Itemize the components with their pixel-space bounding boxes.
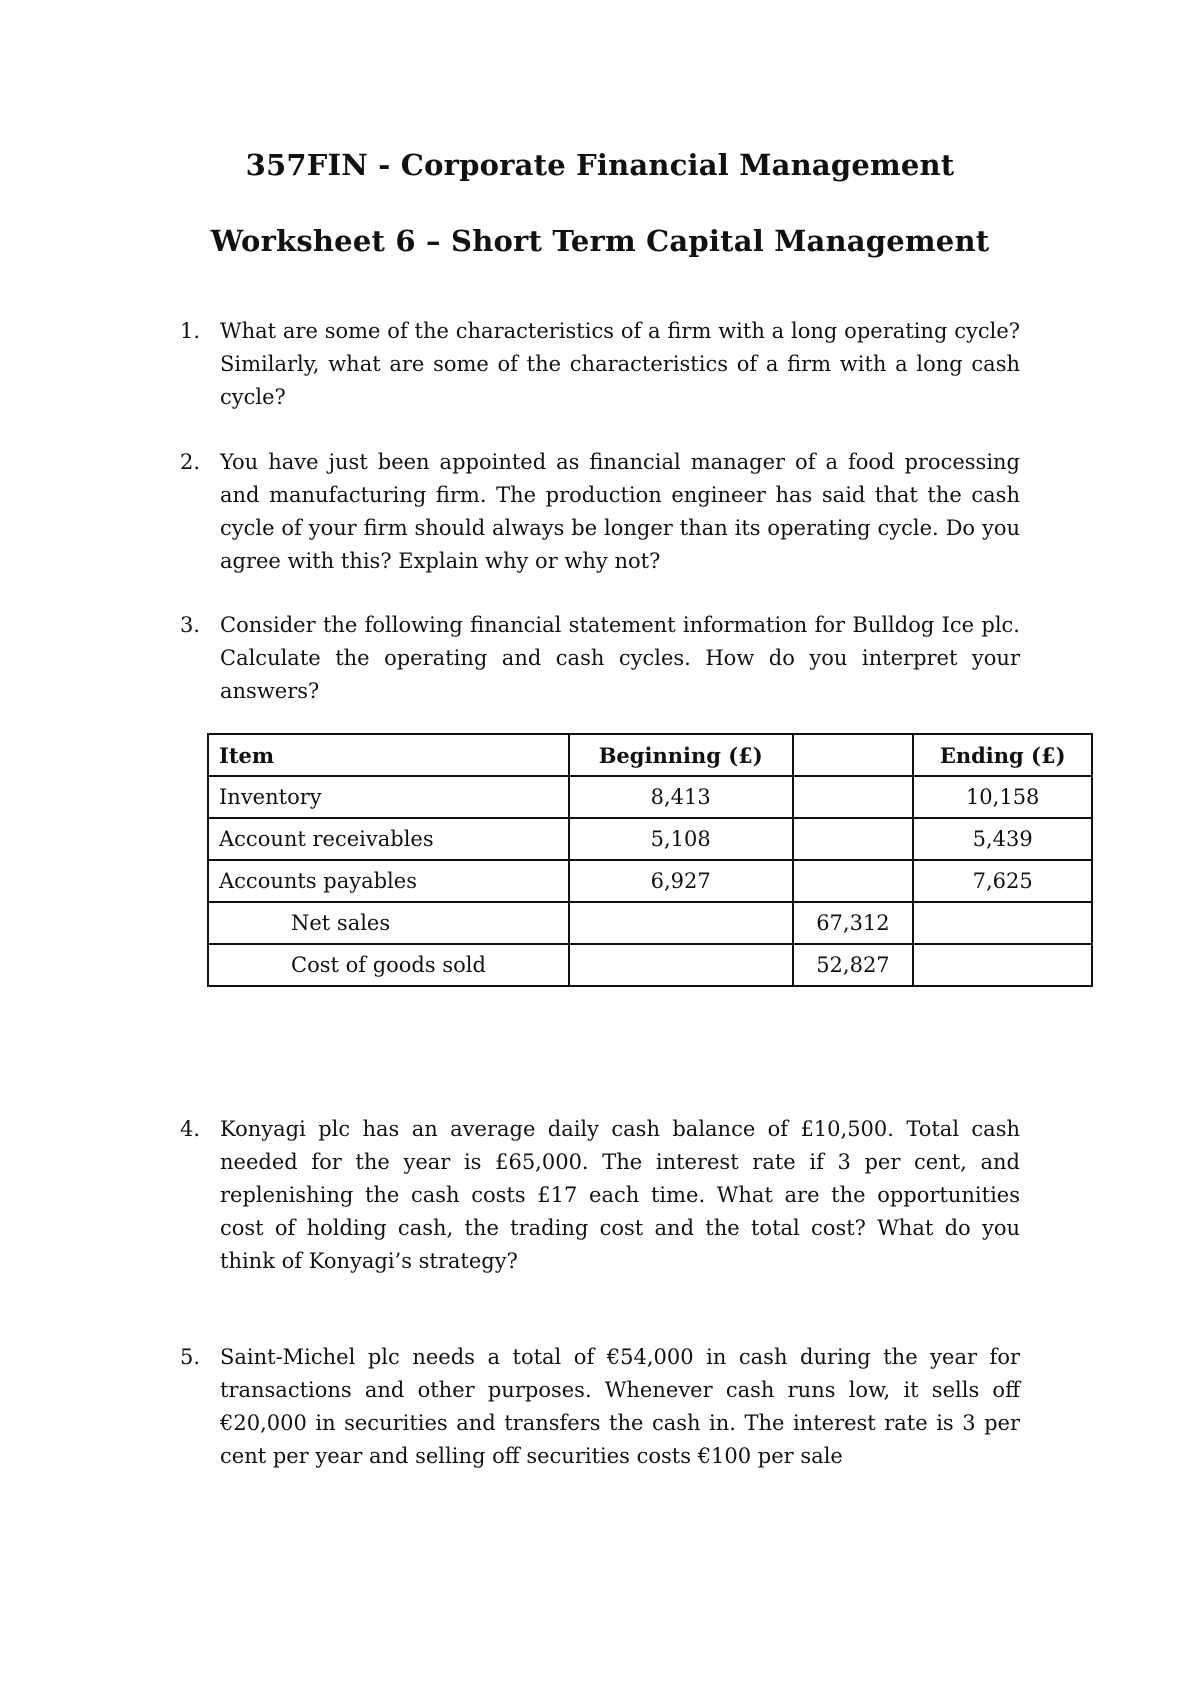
worksheet-title: Worksheet 6 – Short Term Capital Management [210,224,990,258]
ending-value: 5,439 [913,818,1092,860]
question-text: Konyagi plc has an average daily cash balance of £10,500. Total cash needed for the year is £65,000. The interest rate if 3 per cent, and replenishing the cash costs £17 each time. What are the opportunities cost of holding cash, the trading cost and the total cost? What do you think of Konyagi’s strategy? [220,1117,1020,1273]
question-number: 2. [180,450,201,474]
question-2 [180,446,1020,578]
annual-value: 52,827 [793,944,914,986]
annual-value [793,776,914,818]
row-label: Net sales [208,902,569,944]
table-row [208,818,1092,860]
question-3 [180,609,1020,708]
question-number: 4. [180,1117,201,1141]
question-5 [180,1341,1020,1473]
row-label: Account receivables [208,818,569,860]
beginning-value: 5,108 [569,818,793,860]
header-beginning: Beginning (£) [569,734,793,776]
question-4 [180,1113,1020,1278]
beginning-value [569,944,793,986]
financial-statement-table [207,733,1093,987]
ending-value: 10,158 [913,776,1092,818]
beginning-value: 6,927 [569,860,793,902]
table-header-row [208,734,1092,776]
question-1 [180,315,1020,414]
question-text: Consider the following financial statement information for Bulldog Ice plc. Calculate the operating and cash cycles. How do you interpret your answers? [220,613,1020,703]
question-number: 1. [180,319,201,343]
header-item: Item [208,734,569,776]
annual-value [793,818,914,860]
ending-value: 7,625 [913,860,1092,902]
header-ending: Ending (£) [913,734,1092,776]
row-label: Accounts payables [208,860,569,902]
question-text: Saint-Michel plc needs a total of €54,000 in cash during the year for transactions and other purposes. Whenever cash runs low, it sells off €20,000 in securities and transfers the cash in. The interest rate is 3 per cent per year and selling off securities costs €100 per sale [220,1345,1020,1468]
question-text: What are some of the characteristics of a firm with a long operating cycle? Similarly, what are some of the characteristics of a firm with a long cash cycle? [220,319,1020,409]
table-row [208,776,1092,818]
table-row [208,860,1092,902]
ending-value [913,902,1092,944]
table-row [208,944,1092,986]
question-number: 5. [180,1345,201,1369]
row-label: Cost of goods sold [208,944,569,986]
beginning-value [569,902,793,944]
table-row [208,902,1092,944]
row-label: Inventory [208,776,569,818]
annual-value [793,860,914,902]
beginning-value: 8,413 [569,776,793,818]
question-number: 3. [180,613,201,637]
annual-value: 67,312 [793,902,914,944]
question-text: You have just been appointed as financial manager of a food processing and manufacturing firm. The production engineer has said that the cash cycle of your firm should always be longer than its operating cycle. Do you agree with this? Explain why or why not? [220,450,1020,573]
course-title: 357FIN - Corporate Financial Management [245,148,955,182]
header-blank [793,734,914,776]
ending-value [913,944,1092,986]
